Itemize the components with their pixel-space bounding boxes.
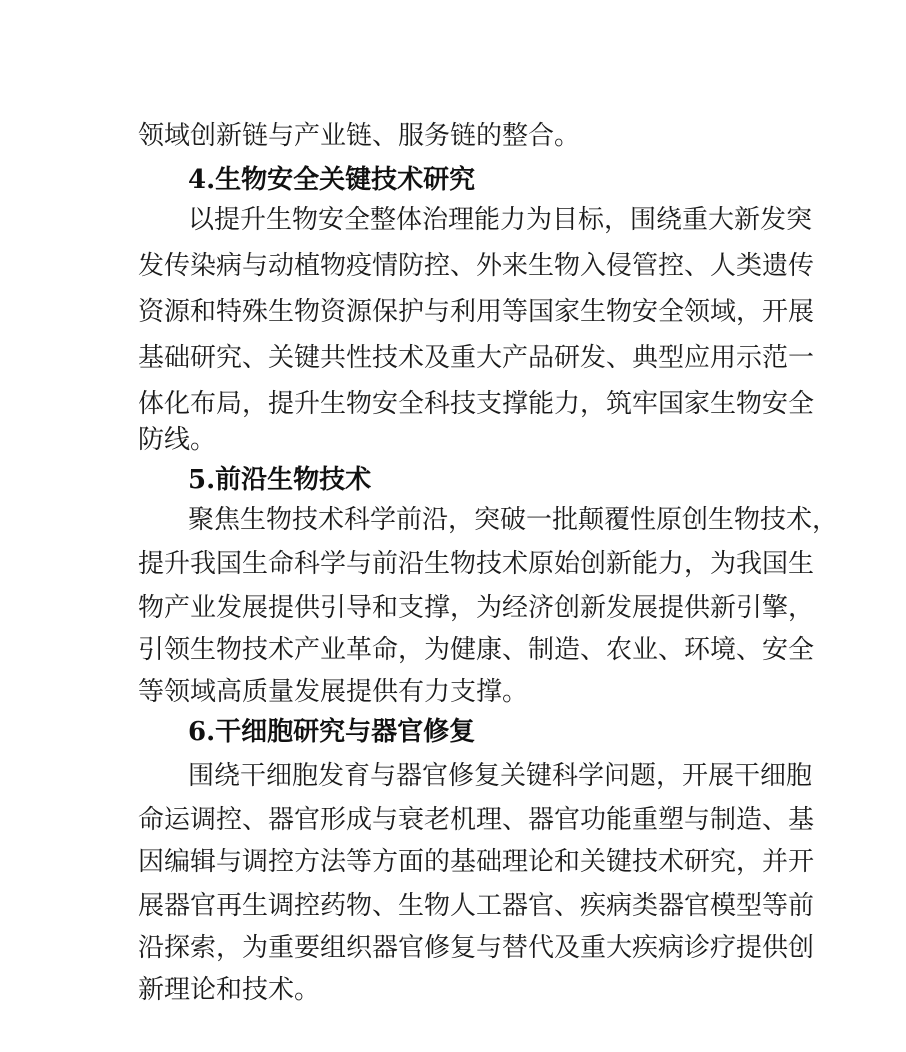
- section-6-line-5: 沿探索，为重要组织器官修复与替代及重大疾病诊疗提供创: [138, 933, 815, 963]
- section-5-line-1: 聚焦生物技术科学前沿，突破一批颠覆性原创生物技术，: [188, 505, 839, 535]
- section-6-heading: 6.干细胞研究与器官修复: [188, 717, 476, 747]
- section-6-line-4: 展器官再生调控药物、生物人工器官、疾病类器官模型等前: [138, 891, 815, 921]
- section-5-line-3: 物产业发展提供引导和支撑，为经济创新发展提供新引擎，: [138, 593, 815, 623]
- section-5-line-4: 引领生物技术产业革命，为健康、制造、农业、环境、安全: [138, 635, 815, 665]
- section-6-line-6: 新理论和技术。: [138, 975, 321, 1005]
- section-4-line-3: 资源和特殊生物资源保护与利用等国家生物安全领域，开展: [138, 297, 815, 327]
- section-4-line-6: 防线。: [138, 425, 217, 455]
- section-4-heading: 4.生物安全关键技术研究: [188, 165, 476, 195]
- continuation-line: 领域创新链与产业链、服务链的整合。: [138, 121, 581, 151]
- section-6-line-3: 因编辑与调控方法等方面的基础理论和关键技术研究，并开: [138, 847, 815, 877]
- section-6-line-1: 围绕干细胞发育与器官修复关键科学问题，开展干细胞: [188, 761, 813, 791]
- section-4-line-2: 发传染病与动植物疫情防控、外来生物入侵管控、人类遗传: [138, 251, 815, 281]
- section-5-line-2: 提升我国生命科学与前沿生物技术原始创新能力，为我国生: [138, 549, 815, 579]
- section-5-line-5: 等领域高质量发展提供有力支撑。: [138, 677, 529, 707]
- section-4-line-5: 体化布局，提升生物安全科技支撑能力，筑牢国家生物安全: [138, 389, 815, 419]
- section-5-heading: 5.前沿生物技术: [188, 465, 372, 495]
- section-4-line-4: 基础研究、关键共性技术及重大产品研发、典型应用示范一: [138, 343, 815, 373]
- section-6-line-2: 命运调控、器官形成与衰老机理、器官功能重塑与制造、基: [138, 805, 815, 835]
- section-4-line-1: 以提升生物安全整体治理能力为目标，围绕重大新发突: [188, 205, 813, 235]
